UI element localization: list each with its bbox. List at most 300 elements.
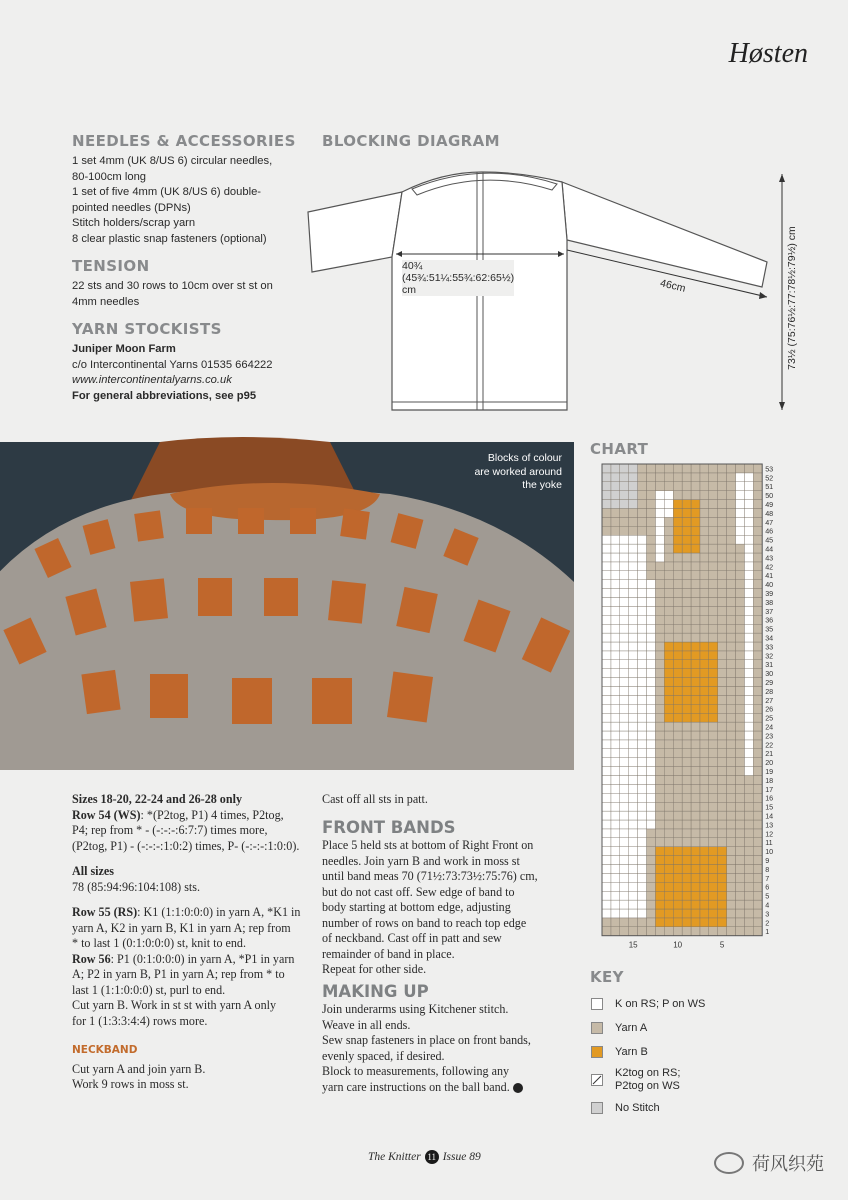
chart-cell (700, 847, 709, 856)
chart-cell (611, 589, 620, 598)
row-number: 51 (765, 482, 774, 492)
chart-cell (691, 589, 700, 598)
chart-cell (709, 811, 718, 820)
chart-cell (611, 642, 620, 651)
chart-cell (691, 918, 700, 927)
chart-cell (691, 847, 700, 856)
text-line: remainder of band in place. (322, 946, 455, 961)
chart-cell (718, 535, 727, 544)
chart-cell (700, 749, 709, 758)
chart-cell (700, 767, 709, 776)
chart-cell (709, 873, 718, 882)
chart-cell (620, 464, 629, 473)
chart-cell (718, 847, 727, 856)
chart-cell (744, 918, 753, 927)
chart-cell (718, 464, 727, 473)
chart-cell (682, 633, 691, 642)
chart-cell (727, 624, 736, 633)
chart-cell (611, 571, 620, 580)
chart-cell (664, 642, 673, 651)
chart-cell (673, 713, 682, 722)
chart-cell (629, 615, 638, 624)
text-line: until band meas 70 (71½:73:73½:75:76) cm, (322, 869, 538, 883)
chart-cell (744, 660, 753, 669)
chart-cell (744, 900, 753, 909)
chart-cell (629, 802, 638, 811)
chart-cell (691, 687, 700, 696)
chart-cell (611, 669, 620, 678)
chart-cell (664, 589, 673, 598)
chart-cell (673, 687, 682, 696)
chart-cell (673, 464, 682, 473)
chart-cell (744, 517, 753, 526)
chart-cell (611, 865, 620, 874)
chart-cell (700, 544, 709, 553)
chart-cell (673, 553, 682, 562)
row-number: 40 (765, 580, 774, 590)
chart-cell (629, 847, 638, 856)
chart-cell (673, 562, 682, 571)
text-line: body starting at bottom edge, adjusting (322, 900, 511, 914)
row-text: A; P2 in yarn B, P1 in yarn A; rep from * to (72, 967, 285, 981)
chart-cell (655, 900, 664, 909)
chart-cell (744, 758, 753, 767)
chart-cell (700, 535, 709, 544)
chart-cell (682, 660, 691, 669)
chart-cell (611, 731, 620, 740)
chart-cell (682, 553, 691, 562)
chart-cell (753, 811, 762, 820)
chart-cell (718, 731, 727, 740)
chart-cell (655, 927, 664, 936)
chart-cell (753, 793, 762, 802)
needles-title: NEEDLES & ACCESSORIES (72, 132, 296, 150)
chart-cell (700, 669, 709, 678)
chart-cell (727, 891, 736, 900)
chart-cell (727, 776, 736, 785)
watermark (714, 1150, 824, 1176)
chart-cell (744, 580, 753, 589)
chart-cell (611, 544, 620, 553)
chart-cell (691, 722, 700, 731)
chart-cell (638, 847, 647, 856)
chart-cell (736, 704, 745, 713)
chart-cell (673, 580, 682, 589)
chart-cell (727, 713, 736, 722)
chart-cell (709, 517, 718, 526)
chart-cell (753, 642, 762, 651)
chart-cell (691, 740, 700, 749)
chart-cell (655, 669, 664, 678)
chart-cell (664, 909, 673, 918)
chart-cell (682, 891, 691, 900)
chart-cell (602, 909, 611, 918)
chart-cell (718, 776, 727, 785)
chart-cell (700, 820, 709, 829)
chart-cell (700, 909, 709, 918)
chart-title: CHART (590, 440, 649, 458)
chart-cell (629, 918, 638, 927)
instructions-column-1 (72, 792, 310, 1093)
chart-cell (655, 464, 664, 473)
chart-cell (736, 784, 745, 793)
chart-cell (611, 695, 620, 704)
chart-cell (753, 606, 762, 615)
chart-cell (655, 891, 664, 900)
chart-cell (673, 606, 682, 615)
chart-cell (709, 856, 718, 865)
chart-cell (727, 473, 736, 482)
chart-cell (629, 704, 638, 713)
chart-cell (753, 553, 762, 562)
chart-cell (673, 526, 682, 535)
row-number: 53 (765, 464, 774, 474)
chart-cell (620, 678, 629, 687)
chart-cell (736, 758, 745, 767)
chart-cell (664, 704, 673, 713)
chart-cell (647, 793, 656, 802)
row-number: 10 (765, 847, 774, 857)
chart-cell (700, 517, 709, 526)
chart-cell (718, 615, 727, 624)
row-number: 49 (765, 500, 774, 509)
chart-cell (736, 624, 745, 633)
chart-cell (727, 873, 736, 882)
chart-cell (629, 526, 638, 535)
stockist-website[interactable]: www.intercontinentalyarns.co.uk (72, 374, 232, 386)
chart-cell (691, 526, 700, 535)
chart-cell (718, 651, 727, 660)
chart-cell (620, 562, 629, 571)
chart-cell (753, 909, 762, 918)
chart-cell (727, 526, 736, 535)
chart-cell (629, 900, 638, 909)
row-number: 12 (765, 829, 774, 839)
chart-cell (709, 509, 718, 518)
chart-cell (691, 767, 700, 776)
chart-cell (611, 651, 620, 660)
neckband-text: Cut yarn A and join yarn B. (72, 1061, 206, 1076)
chart-cell (655, 722, 664, 731)
chart-cell (709, 464, 718, 473)
chart-cell (736, 909, 745, 918)
chart-cell (736, 678, 745, 687)
chart-cell (629, 776, 638, 785)
chart-cell (691, 882, 700, 891)
chart-cell (655, 847, 664, 856)
chart-cell (638, 571, 647, 580)
chart-cell (629, 713, 638, 722)
chart-cell (629, 491, 638, 500)
chart-cell (709, 491, 718, 500)
chart-cell (736, 687, 745, 696)
chart-cell (673, 598, 682, 607)
row-number: 36 (765, 615, 774, 625)
chart-cell (673, 704, 682, 713)
text-line: yarn care instructions on the ball band. (322, 1079, 510, 1094)
row-text: Cut yarn B. Work in st st with yarn A only (72, 998, 277, 1012)
chart-cell (753, 615, 762, 624)
chart-cell (602, 927, 611, 936)
chart-cell (727, 927, 736, 936)
chart-cell (736, 927, 745, 936)
chart-cell (691, 829, 700, 838)
chart-cell (638, 784, 647, 793)
chart-cell (682, 491, 691, 500)
chart-cell (655, 517, 664, 526)
chart-cell (691, 891, 700, 900)
caption-line: Blocks of colour (487, 452, 562, 464)
chart-key (591, 992, 791, 1120)
chart-cell (602, 651, 611, 660)
chart-cell (709, 544, 718, 553)
chart-cell (638, 927, 647, 936)
chart-cell (647, 909, 656, 918)
text-line: needles. Join yarn B and work in moss st (322, 853, 520, 868)
chart-cell (655, 642, 664, 651)
chart-cell (629, 838, 638, 847)
row-number: 28 (765, 686, 774, 696)
chart-cell (753, 784, 762, 793)
chart-cell (611, 909, 620, 918)
chart-cell (602, 589, 611, 598)
chart-cell (655, 793, 664, 802)
chart-cell (691, 606, 700, 615)
chart-cell (744, 847, 753, 856)
chart-cell (638, 704, 647, 713)
chart-cell (620, 776, 629, 785)
row-number: 47 (765, 517, 774, 527)
chart-cell (682, 695, 691, 704)
chart-cell (718, 909, 727, 918)
row-text: : K1 (1:1:0:0:0) in yarn A, *K1 in (137, 905, 301, 919)
chart-cell (744, 749, 753, 758)
rows-paragraph (72, 905, 310, 1029)
chart-cell (753, 624, 762, 633)
chart-cell (611, 535, 620, 544)
chart-cell (629, 589, 638, 598)
chart-cell (673, 882, 682, 891)
chart-cell (638, 589, 647, 598)
chart-cell (709, 767, 718, 776)
chart-cell (736, 598, 745, 607)
chart-cell (700, 740, 709, 749)
chart-cell (629, 909, 638, 918)
chart-cell (620, 482, 629, 491)
row-number: 13 (765, 820, 774, 830)
chart-cell (753, 740, 762, 749)
chart-cell (691, 535, 700, 544)
chart-cell (629, 509, 638, 518)
row-number: 14 (765, 811, 774, 821)
chart-cell (691, 660, 700, 669)
stitch-count: 78 (85:94:96:104:108) sts. (72, 879, 200, 894)
chart-cell (664, 793, 673, 802)
chart-cell (744, 633, 753, 642)
chart-cell (682, 829, 691, 838)
chart-cell (700, 918, 709, 927)
chart-cell (611, 891, 620, 900)
chart-cell (602, 722, 611, 731)
chart-cell (691, 580, 700, 589)
row-number: 16 (765, 793, 774, 803)
chart-cell (682, 544, 691, 553)
chart-cell (602, 802, 611, 811)
chart-cell (718, 553, 727, 562)
chart-cell (691, 678, 700, 687)
chart-cell (602, 820, 611, 829)
chart-cell (753, 731, 762, 740)
chart-cell (709, 802, 718, 811)
chart-cell (611, 767, 620, 776)
row-number: 48 (765, 508, 774, 518)
chart-cell (655, 838, 664, 847)
chart-cell (620, 749, 629, 758)
column-number: 15 (628, 940, 638, 950)
chart-cell (700, 776, 709, 785)
chart-cell (664, 633, 673, 642)
chart-cell (744, 820, 753, 829)
chart-cell (611, 500, 620, 509)
chart-cell (727, 562, 736, 571)
chart-cell (753, 678, 762, 687)
chart-cell (709, 678, 718, 687)
chart-cell (629, 722, 638, 731)
chart-cell (611, 882, 620, 891)
chart-cell (638, 749, 647, 758)
chart-cell (744, 811, 753, 820)
chart-cell (620, 900, 629, 909)
chart-cell (709, 633, 718, 642)
chart-cell (682, 918, 691, 927)
chart-cell (744, 865, 753, 874)
chart-cell (647, 580, 656, 589)
chart-cell (638, 776, 647, 785)
row-number: 19 (765, 767, 774, 776)
chart-cell (629, 660, 638, 669)
chart-cell (655, 509, 664, 518)
chart-cell (664, 571, 673, 580)
row-label: Row 55 (RS) (72, 905, 138, 919)
chart-cell (691, 856, 700, 865)
chart-cell (664, 900, 673, 909)
text-line: Place 5 held sts at bottom of Right Front on (322, 838, 534, 852)
chart-cell (638, 722, 647, 731)
chart-cell (691, 642, 700, 651)
chart-cell (647, 615, 656, 624)
chart-cell (709, 562, 718, 571)
chart-cell (673, 847, 682, 856)
chart-cell (753, 749, 762, 758)
chart-cell (655, 624, 664, 633)
chart-cell (611, 633, 620, 642)
chart-cell (718, 482, 727, 491)
chart-cell (629, 873, 638, 882)
chart-cell (620, 731, 629, 740)
chart-cell (682, 767, 691, 776)
chart-cell (673, 651, 682, 660)
chart-cell (602, 544, 611, 553)
chart-cell (629, 651, 638, 660)
chart-cell (727, 642, 736, 651)
chart-cell (638, 669, 647, 678)
chart-cell (611, 856, 620, 865)
chart-cell (602, 793, 611, 802)
chart-cell (655, 562, 664, 571)
chart-cell (629, 553, 638, 562)
chart-cell (682, 909, 691, 918)
chart-cell (673, 473, 682, 482)
chart-cell (700, 927, 709, 936)
chart-cell (673, 865, 682, 874)
row-number: 29 (765, 678, 774, 687)
chart-cell (727, 660, 736, 669)
chart-cell (602, 767, 611, 776)
chart-cell (664, 722, 673, 731)
chart-cell (673, 660, 682, 669)
chart-cell (691, 669, 700, 678)
chart-cell (629, 517, 638, 526)
chart-cell (700, 731, 709, 740)
chart-cell (673, 873, 682, 882)
row-number: 23 (765, 731, 774, 741)
chart-cell (611, 660, 620, 669)
chart-cell (655, 749, 664, 758)
chart-cell (638, 651, 647, 660)
chart-cell (602, 687, 611, 696)
chart-cell (718, 473, 727, 482)
chart-cell (736, 544, 745, 553)
chart-cell (700, 482, 709, 491)
chart-cell (647, 776, 656, 785)
chart-cell (638, 642, 647, 651)
row-text: * to last 1 (0:1:0:0:0) st, knit to end. (72, 936, 247, 950)
chart-cell (620, 669, 629, 678)
chart-cell (620, 847, 629, 856)
chart-cell (647, 598, 656, 607)
chart-cell (620, 784, 629, 793)
chart-cell (611, 722, 620, 731)
chart-cell (655, 820, 664, 829)
chart-cell (664, 740, 673, 749)
chart-cell (744, 598, 753, 607)
chart-cell (611, 802, 620, 811)
chart-cell (629, 598, 638, 607)
chart-cell (691, 633, 700, 642)
chart-cell (682, 740, 691, 749)
chart-cell (709, 713, 718, 722)
chart-cell (744, 856, 753, 865)
chart-cell (682, 784, 691, 793)
chart-cell (700, 633, 709, 642)
chart-cell (647, 633, 656, 642)
chart-cell (753, 838, 762, 847)
chart-cell (727, 544, 736, 553)
page-footer (368, 1150, 481, 1164)
chart-cell (620, 820, 629, 829)
chart-cell (620, 740, 629, 749)
chart-cell (629, 687, 638, 696)
chart-cell (753, 847, 762, 856)
needles-line: Stitch holders/scrap yarn (72, 217, 196, 229)
chart-cell (620, 811, 629, 820)
chart-cell (673, 482, 682, 491)
chart-cell (727, 882, 736, 891)
chart-cell (647, 678, 656, 687)
needles-line: pointed needles (DPNs) (72, 201, 191, 214)
row-number: 3 (765, 909, 770, 919)
chart-cell (744, 500, 753, 509)
